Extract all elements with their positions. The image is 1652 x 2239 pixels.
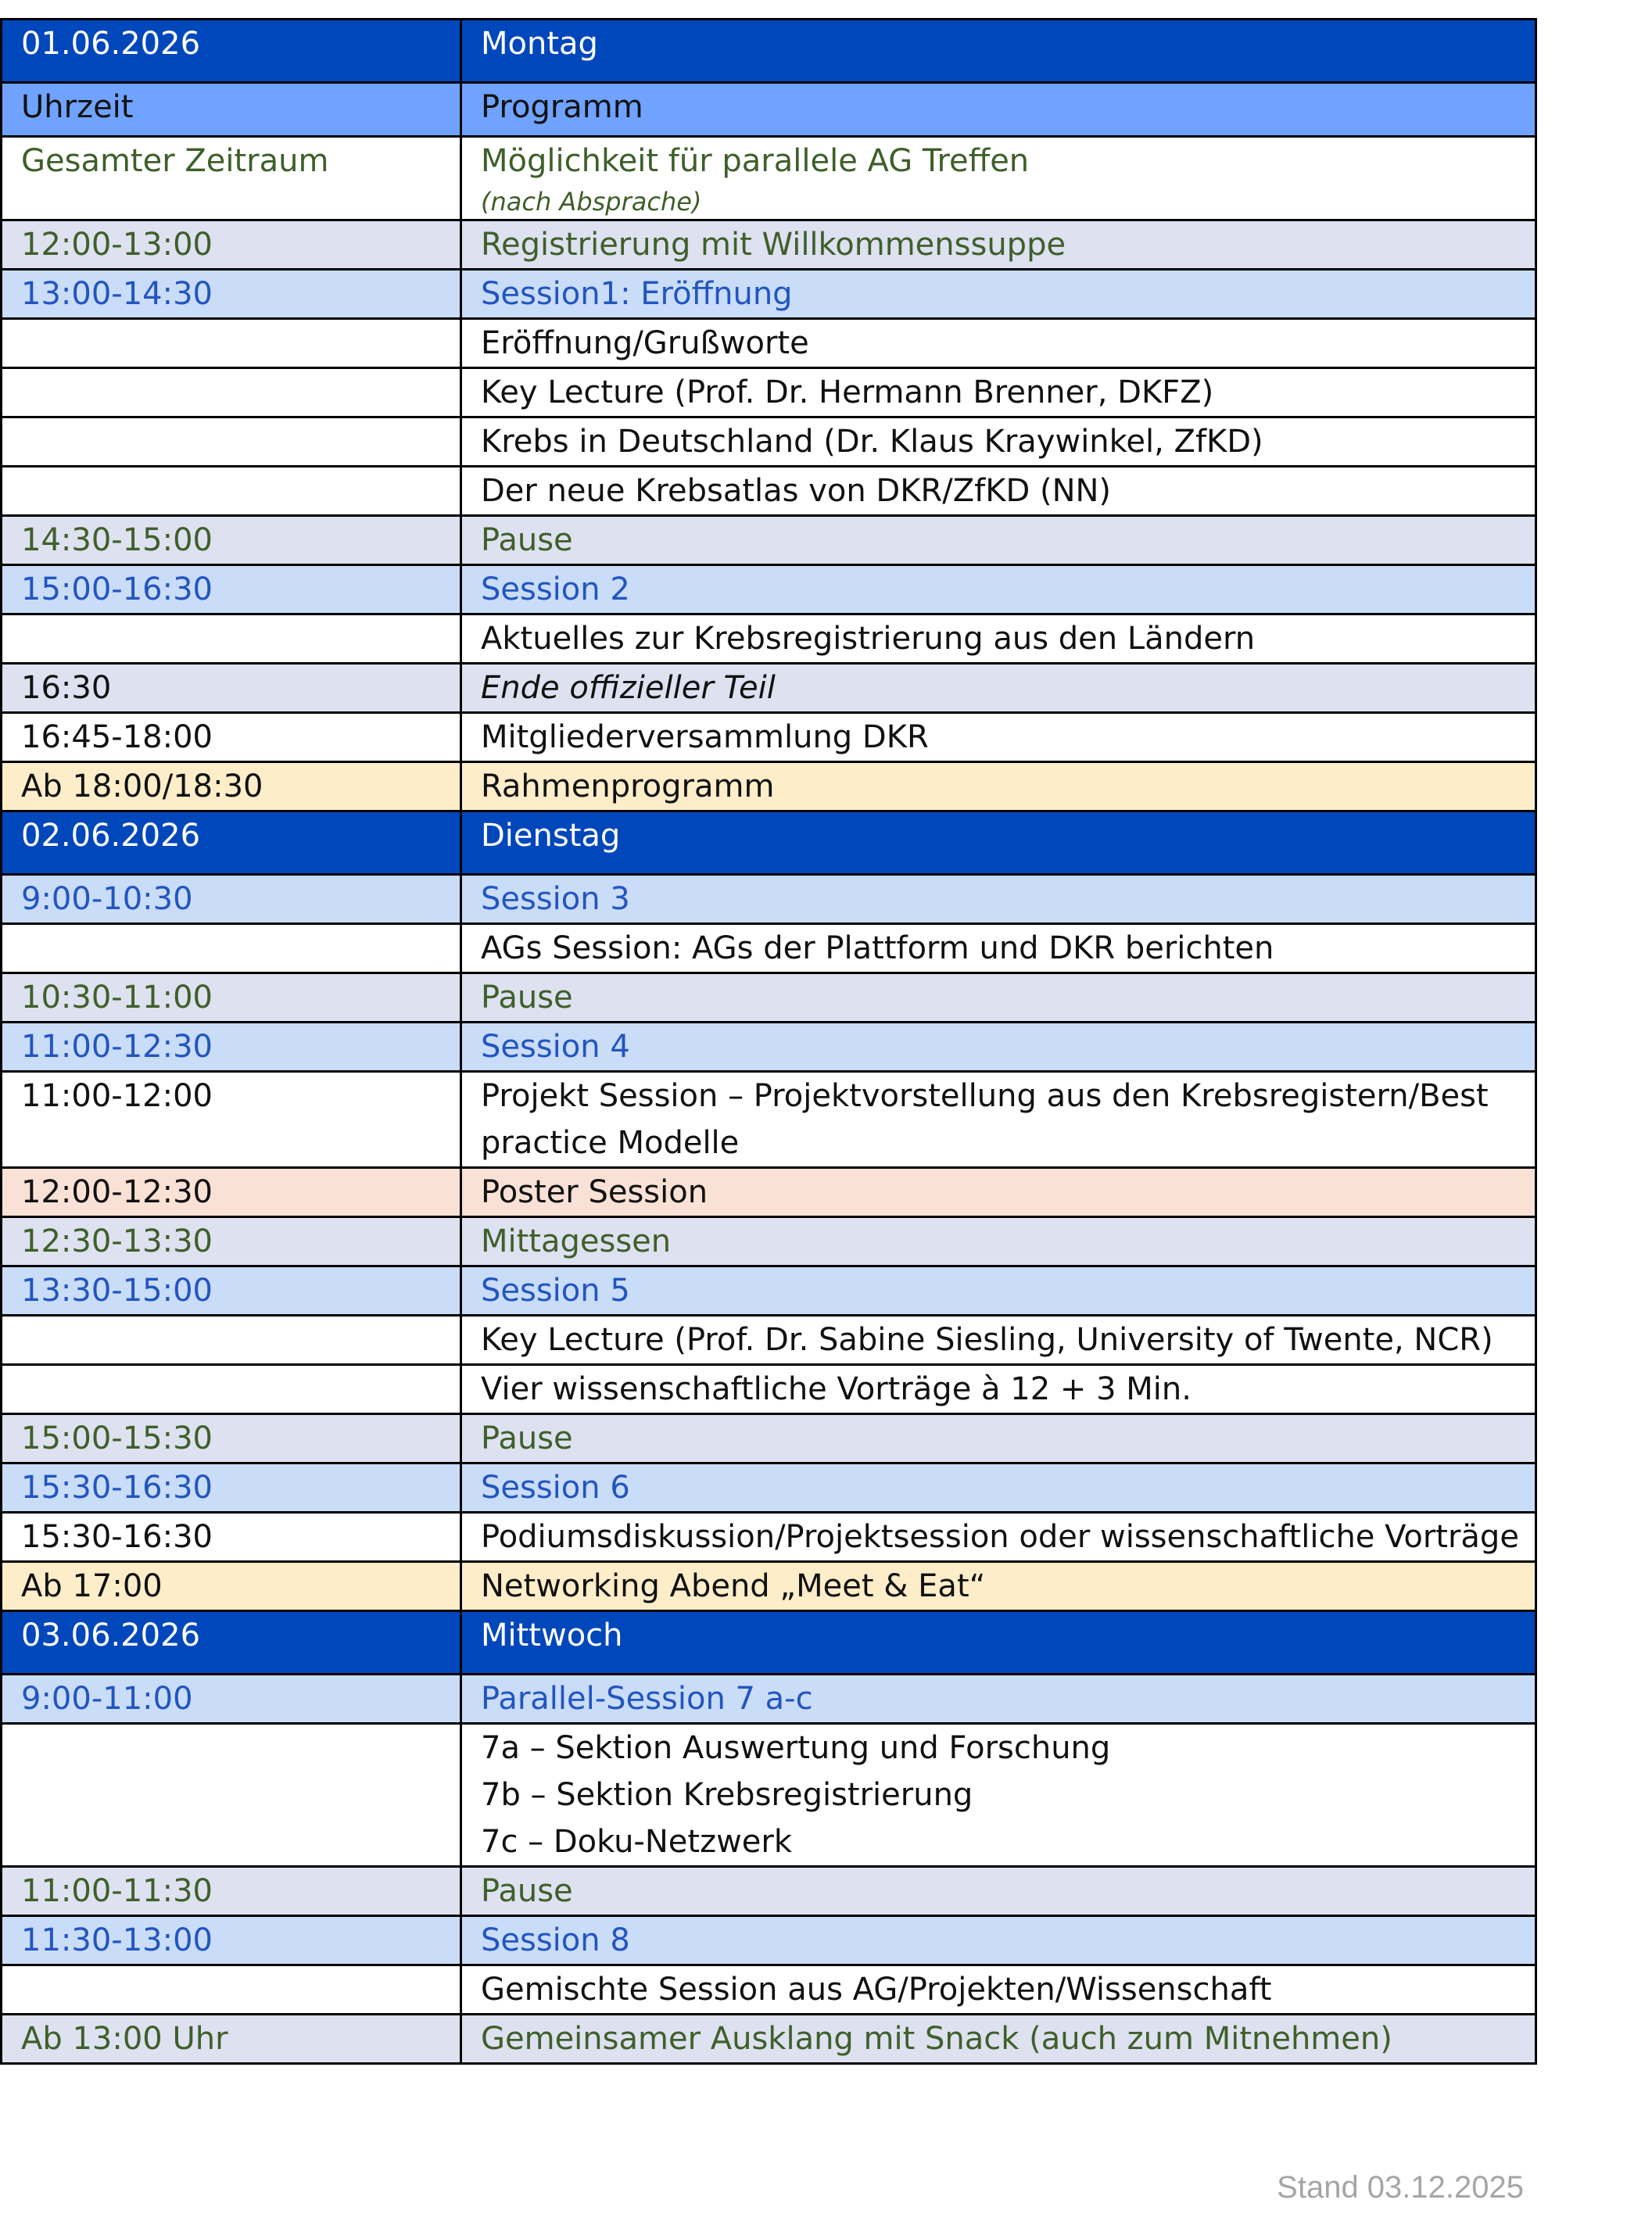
time-cell: Ab 13:00 Uhr (2, 2015, 461, 2064)
time-cell: 11:00-11:30 (2, 1867, 461, 1916)
program-text: Session1: Eröffnung (481, 276, 793, 312)
schedule-row (2, 614, 1536, 664)
program-line: 7b – Sektion Krebsregistrierung (481, 1777, 973, 1813)
time-cell (2, 319, 461, 368)
time-cell: 9:00-10:30 (2, 875, 461, 924)
program-cell (461, 1316, 1536, 1365)
schedule-row (2, 417, 1536, 467)
program-cell (461, 1365, 1536, 1414)
program-text: Möglichkeit für parallele AG Treffen (481, 143, 1030, 179)
program-text: Gemischte Session aus AG/Projekten/Wissenschaft (481, 1972, 1272, 2008)
schedule-row (2, 1675, 1536, 1724)
program-cell (461, 565, 1536, 614)
program-text: Der neue Krebsatlas von DKR/ZfKD (NN) (481, 473, 1112, 509)
program-text: Session 4 (481, 1029, 630, 1065)
program-cell (461, 319, 1536, 368)
schedule-row (2, 762, 1536, 811)
program-text: Session 6 (481, 1470, 630, 1506)
program-text: Eröffnung/Grußworte (481, 325, 809, 361)
time-cell: 13:00-14:30 (2, 270, 461, 319)
program-text: Key Lecture (Prof. Dr. Sabine Siesling, University of Twente, NCR) (481, 1322, 1493, 1358)
time-cell (2, 417, 461, 467)
schedule-row (2, 1365, 1536, 1414)
program-text: Parallel-Session 7 a-c (481, 1681, 813, 1717)
program-cell (461, 1463, 1536, 1513)
schedule-row (2, 1072, 1536, 1168)
program-text: Mittagessen (481, 1223, 672, 1259)
time-cell: Ab 18:00/18:30 (2, 762, 461, 811)
schedule-row (2, 1168, 1536, 1217)
program-text: Ende offizieller Teil (481, 670, 776, 706)
schedule-row (2, 1562, 1536, 1611)
schedule-row (2, 924, 1536, 973)
schedule-row (2, 1266, 1536, 1316)
program-text: Key Lecture (Prof. Dr. Hermann Brenner, DKFZ) (481, 374, 1214, 410)
time-cell: 10:30-11:00 (2, 973, 461, 1023)
schedule-row (2, 1724, 1536, 1867)
schedule-row (2, 1463, 1536, 1513)
program-cell (461, 1916, 1536, 1965)
program-text: Aktuelles zur Krebsregistrierung aus den Ländern (481, 621, 1256, 657)
time-cell: 16:45-18:00 (2, 713, 461, 762)
schedule-row (2, 319, 1536, 368)
program-cell (461, 875, 1536, 924)
program-cell (461, 1414, 1536, 1463)
program-text: Mitgliederversammlung DKR (481, 719, 929, 755)
program-cell (461, 417, 1536, 467)
day-header-row (2, 20, 1536, 83)
program-text: Registrierung mit Willkommenssuppe (481, 227, 1066, 263)
schedule-row (2, 1965, 1536, 2015)
time-cell: 13:30-15:00 (2, 1266, 461, 1316)
time-cell: 12:00-12:30 (2, 1168, 461, 1217)
time-cell (2, 924, 461, 973)
schedule-row (2, 1316, 1536, 1365)
day-weekday: Dienstag (461, 811, 1536, 875)
program-cell (461, 1072, 1536, 1168)
program-cell (461, 1562, 1536, 1611)
schedule-row (2, 2015, 1536, 2064)
program-cell (461, 2015, 1536, 2064)
program-cell (461, 713, 1536, 762)
time-column-header: Uhrzeit (2, 83, 461, 137)
program-text: Pause (481, 522, 573, 558)
day-date: 01.06.2026 (2, 20, 461, 83)
schedule-table (0, 18, 1537, 2065)
program-text: Networking Abend „Meet & Eat“ (481, 1568, 986, 1604)
program-cell (461, 1513, 1536, 1562)
time-cell: 15:00-16:30 (2, 565, 461, 614)
program-cell (461, 1023, 1536, 1072)
program-text: Projekt Session – Projektvorstellung aus den Krebsregistern/Best practice Modelle (481, 1078, 1489, 1161)
program-cell (461, 1217, 1536, 1266)
program-line: 7a – Sektion Auswertung und Forschung (481, 1730, 1111, 1766)
program-text: Krebs in Deutschland (Dr. Klaus Kraywinkel, ZfKD) (481, 424, 1263, 460)
schedule-row (2, 1916, 1536, 1965)
program-text: Pause (481, 1420, 573, 1456)
program-text: Pause (481, 980, 573, 1016)
time-cell (2, 614, 461, 664)
schedule-row (2, 1217, 1536, 1266)
schedule-row (2, 137, 1536, 220)
time-cell: 11:30-13:00 (2, 1916, 461, 1965)
time-cell (2, 1724, 461, 1867)
schedule-row (2, 1867, 1536, 1916)
schedule-row (2, 368, 1536, 417)
program-text: Poster Session (481, 1174, 708, 1210)
schedule-row (2, 713, 1536, 762)
schedule-row (2, 565, 1536, 614)
program-text: Pause (481, 1873, 573, 1909)
schedule-row (2, 467, 1536, 516)
program-cell (461, 664, 1536, 713)
schedule-row (2, 220, 1536, 270)
program-cell (461, 1965, 1536, 2015)
schedule-row (2, 516, 1536, 565)
program-cell (461, 924, 1536, 973)
program-text: Session 5 (481, 1273, 630, 1309)
day-date: 03.06.2026 (2, 1611, 461, 1675)
day-header-row (2, 811, 1536, 875)
program-text: Session 2 (481, 571, 630, 607)
day-header-row (2, 1611, 1536, 1675)
program-cell (461, 1266, 1536, 1316)
program-text: Vier wissenschaftliche Vorträge à 12 + 3 Min. (481, 1371, 1192, 1407)
time-cell (2, 467, 461, 516)
program-note: (nach Absprache) (481, 187, 702, 217)
program-text: Session 3 (481, 881, 630, 917)
program-cell (461, 1675, 1536, 1724)
program-cell (461, 516, 1536, 565)
time-cell: Ab 17:00 (2, 1562, 461, 1611)
program-text: Podiumsdiskussion/Projektsession oder wissenschaftliche Vorträge (481, 1519, 1519, 1555)
time-cell: 15:30-16:30 (2, 1463, 461, 1513)
program-text: Gemeinsamer Ausklang mit Snack (auch zum Mitnehmen) (481, 2021, 1392, 2057)
schedule-row (2, 973, 1536, 1023)
program-cell (461, 1724, 1536, 1867)
schedule-row (2, 1513, 1536, 1562)
time-cell (2, 1365, 461, 1414)
program-line: 7c – Doku-Netzwerk (481, 1824, 793, 1860)
program-cell (461, 467, 1536, 516)
program-cell (461, 368, 1536, 417)
program-cell (461, 1168, 1536, 1217)
day-date: 02.06.2026 (2, 811, 461, 875)
schedule-row (2, 664, 1536, 713)
time-cell: 11:00-12:30 (2, 1023, 461, 1072)
program-text: Rahmenprogramm (481, 768, 775, 804)
program-cell (461, 270, 1536, 319)
program-text: AGs Session: AGs der Plattform und DKR berichten (481, 930, 1274, 966)
time-cell: 9:00-11:00 (2, 1675, 461, 1724)
program-cell (461, 614, 1536, 664)
time-cell: 15:00-15:30 (2, 1414, 461, 1463)
time-cell: 12:30-13:30 (2, 1217, 461, 1266)
column-header-row (2, 83, 1536, 137)
time-cell: 16:30 (2, 664, 461, 713)
program-cell (461, 762, 1536, 811)
time-cell (2, 368, 461, 417)
schedule-row (2, 875, 1536, 924)
program-cell (461, 1867, 1536, 1916)
time-cell: 14:30-15:00 (2, 516, 461, 565)
program-cell (461, 137, 1536, 220)
program-column-header: Programm (461, 83, 1536, 137)
schedule-row (2, 270, 1536, 319)
program-text: Session 8 (481, 1922, 630, 1958)
time-cell (2, 1965, 461, 2015)
program-cell (461, 973, 1536, 1023)
schedule-row (2, 1023, 1536, 1072)
schedule-body (2, 20, 1536, 2064)
time-cell: Gesamter Zeitraum (2, 137, 461, 220)
program-cell (461, 220, 1536, 270)
time-cell (2, 1316, 461, 1365)
stand-date: Stand 03.12.2025 (1277, 2170, 1524, 2205)
time-cell: 12:00-13:00 (2, 220, 461, 270)
day-weekday: Mittwoch (461, 1611, 1536, 1675)
day-weekday: Montag (461, 20, 1536, 83)
schedule-row (2, 1414, 1536, 1463)
time-cell: 15:30-16:30 (2, 1513, 461, 1562)
time-cell: 11:00-12:00 (2, 1072, 461, 1168)
